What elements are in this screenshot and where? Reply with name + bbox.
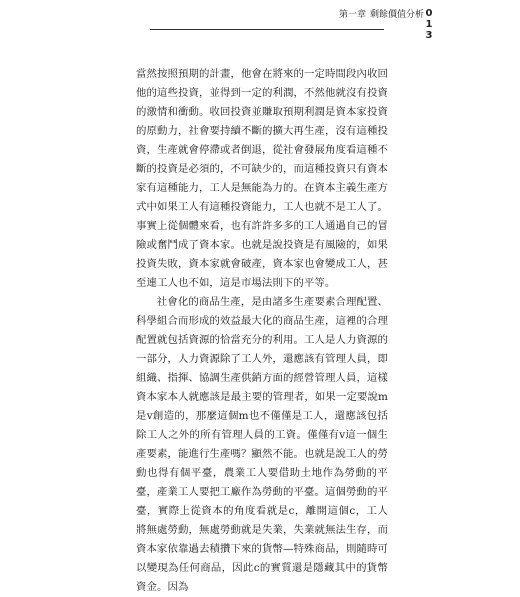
header-rule xyxy=(150,29,384,30)
chapter-label: 第一章 xyxy=(338,10,366,20)
page-number-digit: 1 xyxy=(425,19,433,30)
paragraph: 當然按照預期的計畫，他會在將來的一定時間段內收回他的這些投資，並得到一定的利潤，不然他就沒有投資的激情和衝動。收回投資並賺取預期利潤是資本家投資的原動力，社會要持續不斷的擴大再生產，沒有這種投資，生產就會停滯或者倒退，從社會發展角度看這種不斷的投資是必須的，不可缺少的，而這種投資只有資本家有這種能力，工人是無能為力的。在資本主義生產方式中如果工人有這種投資能力，工人也就不是工人了。事實上從個體來看，也有許許多多的工人通過自己的冒險或奮鬥成了資本家。也就是說投資是有風險的，如果投資失敗，資本家就會破產，資本家也會變成工人，甚至連工人也不如，這是市場法則下的平等。 xyxy=(136,68,388,289)
page-number-digit: 3 xyxy=(425,30,433,41)
running-head xyxy=(339,7,424,20)
section-title: 剩餘價值分析 xyxy=(369,10,424,20)
body-text xyxy=(136,65,388,597)
page-number xyxy=(424,8,434,41)
page-number-digit: 0 xyxy=(425,8,433,19)
paragraph: 社會化的商品生產，是由諸多生產要素合理配置、科學組合而形成的效益最大化的商品生產，這裡的合理配置就包括資源的恰當充分的利用。工人是人力資源的一部分，人力資源除了工人外，還應該有管理人員，即組織、指揮、協調生產供銷方面的經營管理人員，這樣資本家本人就應該是最主要的管理者，如果一定要說m是v創造的，那麼這個m也不僅僅是工人，還應該包括除工人之外的所有管理人員的工資。僅僅有v這一個生產要素，能進行生產嗎？顯然不能。也就是說工人的勞動也得有個平臺，農業工人要借助土地作為勞動的平臺，產業工人要把工廠作為勞動的平臺。這個勞動的平臺，實際上從資本的角度看就是c，離開這個c，工人將無處勞動，無處勞動就是失業，失業就無法生存，而資本家依靠過去積攢下來的貨幣—特殊商品，則隨時可以變現為任何商品，因此c的實質還是隱藏其中的貨幣資金。因為 xyxy=(136,296,388,593)
